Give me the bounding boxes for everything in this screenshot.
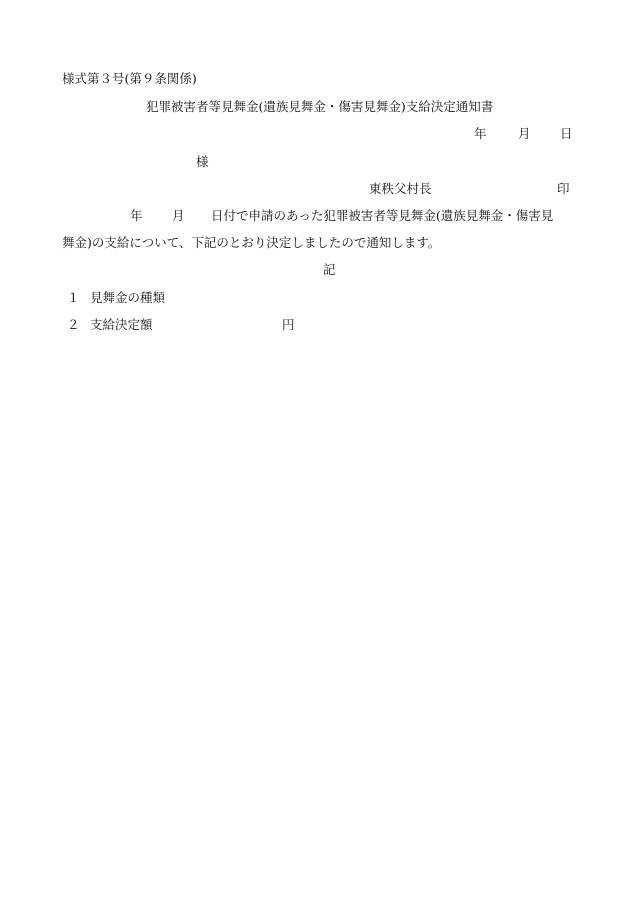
body-year-label: 年	[130, 208, 143, 223]
form-number: 様式第３号(第９条関係)	[62, 71, 197, 86]
body-line-2: 舞金)の支給について、下記のとおり決定しましたので通知します。	[62, 235, 441, 250]
addressee-suffix: 様	[196, 154, 209, 169]
ki-heading: 記	[323, 262, 336, 277]
document-title: 犯罪被害者等見舞金(遺族見舞金・傷害見舞金)支給決定通知書	[146, 99, 494, 114]
date-day-label: 日	[560, 126, 573, 141]
item-number: ２	[67, 317, 80, 332]
item-label: 見舞金の種類	[90, 290, 166, 305]
date-year-label: 年	[474, 126, 487, 141]
body-text-1: 日付で申請のあった犯罪被害者等見舞金(遺族見舞金・傷害見	[211, 208, 554, 223]
date-month-label: 月	[518, 126, 531, 141]
item-number: １	[67, 290, 80, 305]
seal-mark: 印	[557, 181, 570, 196]
item-label: 支給決定額	[90, 317, 153, 332]
item-unit: 円	[282, 317, 295, 332]
body-month-label: 月	[172, 208, 185, 223]
issuer-name: 東秩父村長	[369, 181, 432, 196]
